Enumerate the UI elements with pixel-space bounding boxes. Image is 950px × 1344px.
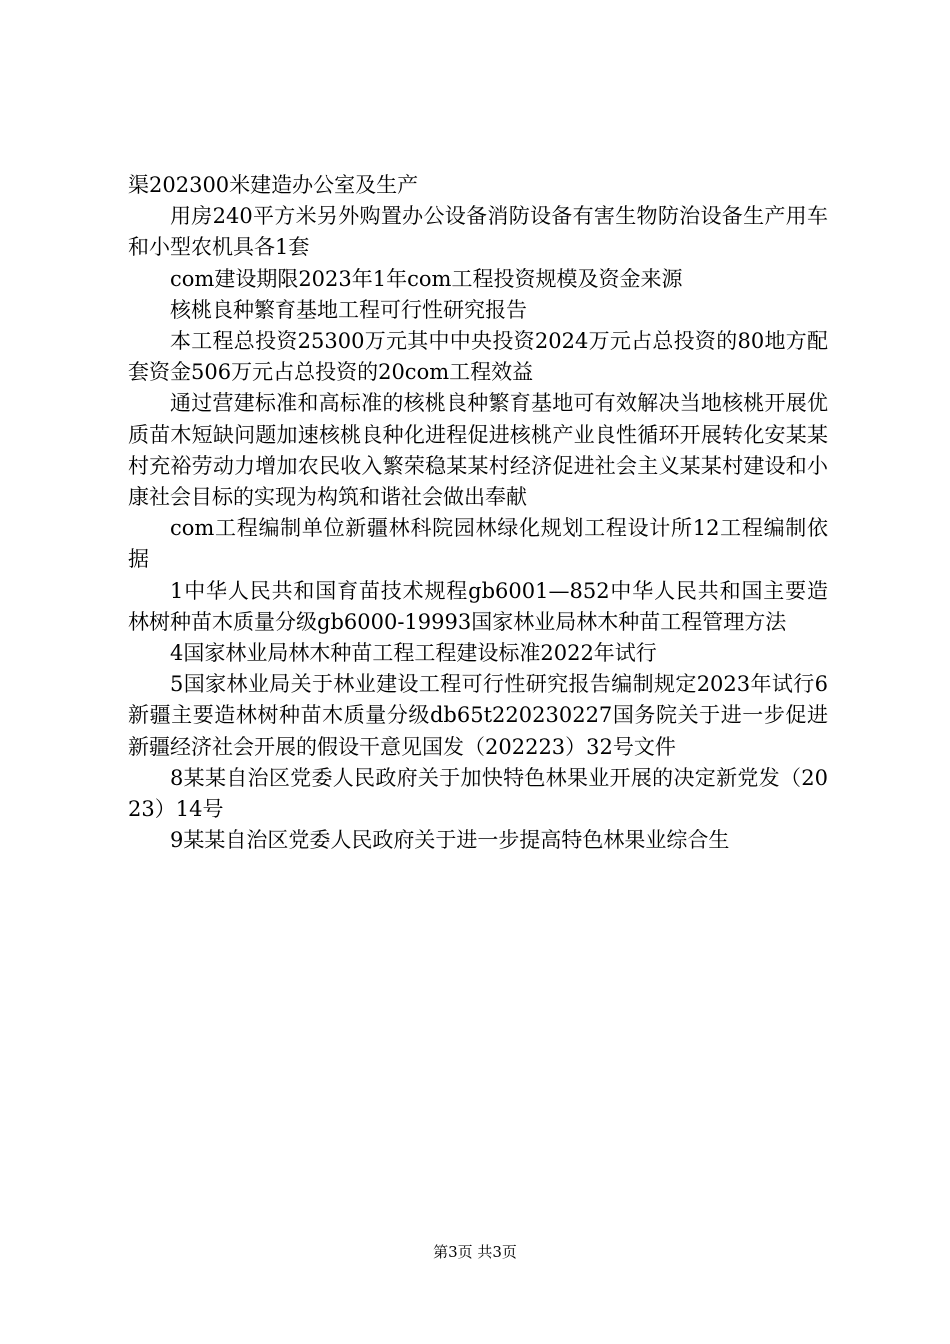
paragraph: com工程编制单位新疆林科院园林绿化规划工程设计所12工程编制依据 [128,516,828,572]
paragraph: 9某某自治区党委人民政府关于进一步提高特色林果业综合生 [170,828,730,853]
paragraph: 核桃良种繁育基地工程可行性研究报告 [170,297,527,322]
paragraph: 1中华人民共和国育苗技术规程gb6001—852中华人民共和国主要造林树种苗木质量分级gb6000-19993国家林业局林木种苗工程管理方法 [128,578,828,634]
paragraph: 4国家林业局林木种苗工程工程建设标准2022年试行 [170,641,657,666]
paragraph: com建设期限2023年1年com工程投资规模及资金来源 [170,266,683,291]
paragraph: 5国家林业局关于林业建设工程可行性研究报告编制规定2023年试行6新疆主要造林树种苗木质量分级db65t220230227国务院关于进一步促进新疆经济社会开展的假设干意见国发（202223）32号文件 [128,672,828,759]
document-body [128,170,828,856]
paragraph: 8某某自治区党委人民政府关于加快特色林果业开展的决定新党发（2023）14号 [128,765,828,822]
paragraph: 本工程总投资25300万元其中中央投资2024万元占总投资的80地方配套资金506万元占总投资的20com工程效益 [128,329,828,385]
paragraph: 用房240平方米另外购置办公设备消防设备有害生物防治设备生产用车和小型农机具各1套 [128,204,828,260]
paragraph: 渠202300米建造办公室及生产 [128,173,419,197]
page-number-footer: 第3页 共3页 [433,1243,517,1261]
paragraph: 通过营建标准和高标准的核桃良种繁育基地可有效解决当地核桃开展优质苗木短缺问题加速核桃良种化进程促进核桃产业良性循环开展转化安某某村充裕劳动力增加农民收入繁荣稳某某村经济促进社会主义某某村建设和小康社会目标的实现为构筑和谐社会做出奉献 [128,391,828,510]
